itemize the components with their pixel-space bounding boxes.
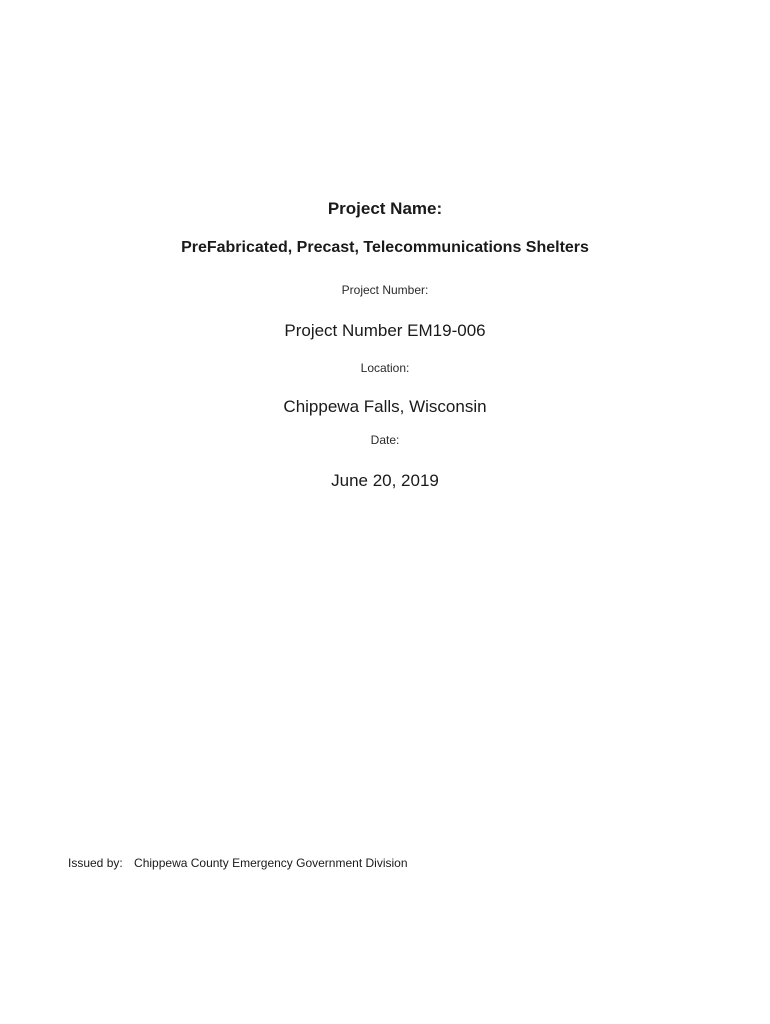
issued-by-label: Issued by: (68, 856, 123, 870)
project-name-label: Project Name: (327, 199, 443, 218)
project-number-label: Project Number: (341, 283, 429, 297)
location-value: Chippewa Falls, Wisconsin (283, 397, 487, 416)
issued-by-value: Chippewa County Emergency Government Division (134, 856, 408, 870)
location-label: Location: (360, 361, 410, 375)
issued-by-line (68, 857, 408, 869)
project-number-value: Project Number EM19-006 (284, 321, 486, 340)
project-name-title: PreFabricated, Precast, Telecommunications Shelters (181, 239, 589, 256)
date-label: Date: (370, 433, 400, 447)
date-value: June 20, 2019 (331, 471, 439, 490)
